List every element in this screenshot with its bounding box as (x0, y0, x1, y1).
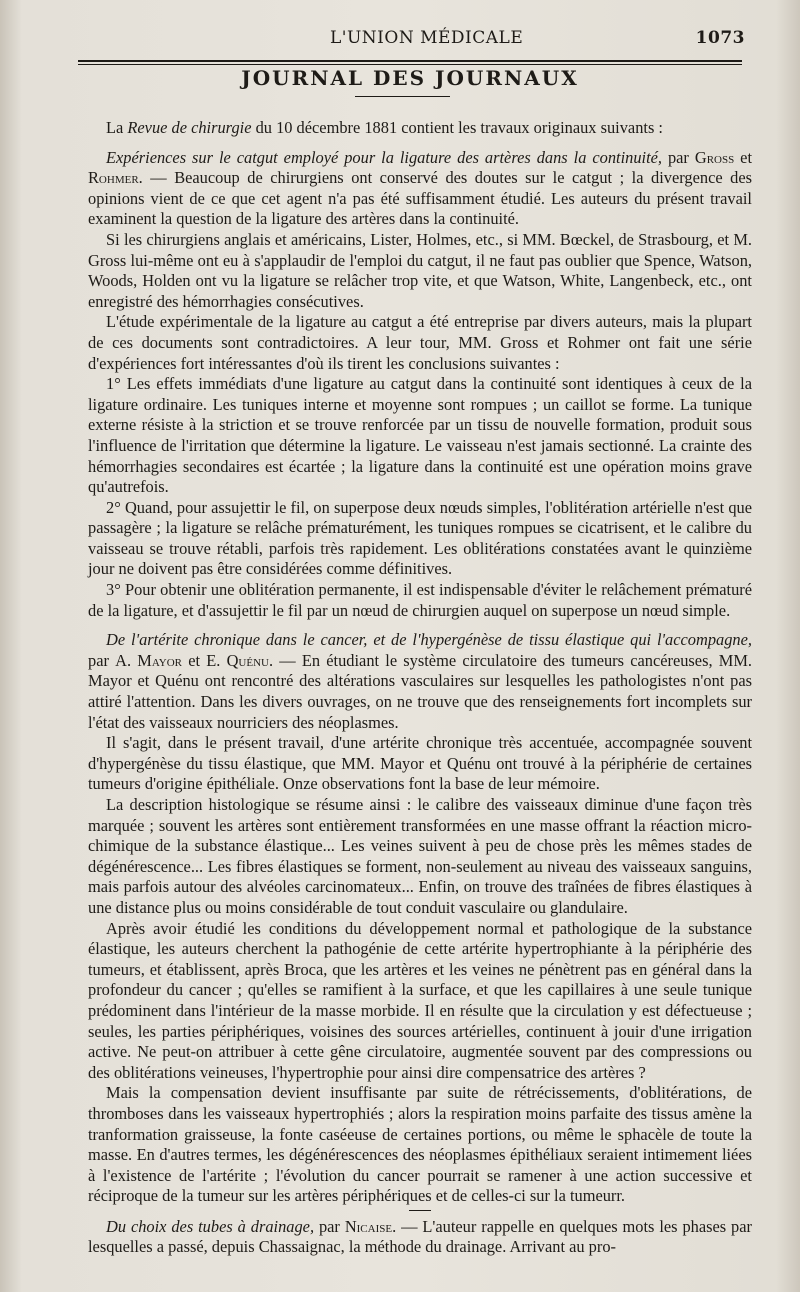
intro-paragraph (88, 118, 752, 139)
journal-name: Revue de chirurgie (127, 118, 252, 137)
intro-pre: La (106, 118, 128, 137)
article2-lead: De l'artérite chronique dans le cancer, et de l'hypergénèse de tissu élastique qui l'accompagne, par A. Mayor et E. Quénu. — En étudiant le système circulatoire des tumeurs cancéreuses, MM. Mayor et Quénu ont rencontré des altérations vasculaires sur lesquelles les pathologistes n'ont pas attiré l'attention. Dans les divers ouvrages, on ne trouve que des renseignements fort incomplets sur l'état des vaisseaux nourriciers des néoplasmes. (88, 630, 752, 732)
article2-paragraph-4: Après avoir étudié les conditions du développement normal et pathologique de la substance élastique, les auteurs cherchent la pathogénie de cette artérite hypertrophiante à la périphérie des tumeurs, et établissent, après Broca, que les artères et les veines ne pénètrent pas en général dans la profondeur du cancer ; qu'elles se ramifient à la surface, et que les capillaires à une seule tunique prédominent dans l'intérieur de la masse morbide. Il en résulte que la circulation y est défectueuse ; seules, les parties périphériques, voisines des sources artérielles, continuent à jouir d'une irrigation active. Ne peut-on attribuer à cette gêne circulatoire, augmentée souvent par des compressions ou des oblitérations veineuses, l'hypertrophie pour ainsi dire compensatrice des artères ? (88, 918, 752, 1082)
article1-conclusion-1: 1° Les effets immédiats d'une ligature au catgut dans la continuité sont identiques à ceux de la ligature ordinaire. Les tuniques interne et moyenne sont rompues ; un caillot se forme. La tunique externe résiste à la striction et se trouve renforcée par un tissu de nouvelle formation, produit sous l'influence de l'irritation que détermine la ligature. Le vaisseau n'est jamais sectionné. La crainte des hémorrhagies secondaires est écartée ; la ligature dans la continuité est une opération moins grave qu'autrefois. (88, 374, 752, 497)
article1-conclusion-3: 3° Pour obtenir une oblitération permanente, il est indispensable d'éviter le relâchement prématuré de la ligature, et d'assujettir le fil par un nœud de chirurgien auquel on superpose un nœud simple. (88, 580, 752, 620)
article2-paragraph-2: Il s'agit, dans le présent travail, d'une artérite chronique très accentuée, accompagnée souvent d'hypergénèse du tissu élastique, que MM. Mayor et Quénu ont trouvé à la périphérie de certaines tumeurs d'origine épithéliale. Onze observations font la base de leur mémoire. (88, 733, 752, 794)
article2-title: De l'artérite chronique dans le cancer, et de l'hypergénèse de tissu élastique qui l'accompagne, (106, 630, 752, 650)
article2-paragraph-5: Mais la compensation devient insuffisante par suite de rétrécissements, d'oblitérations, de thromboses dans les vaisseaux hypertrophiés ; alors la respiration moins parfaite des tissus amène la tranformation graisseuse, la fonte caséeuse de certaines portions, ou même le sphacèle de toute la masse. En d'autres termes, les dégénérescences des néoplasmes épithéliaux seraient intimement liées à l'existence de l'artérite ; l'évolution du cancer pourrait se ramener à une action successive et réciproque de la tumeur sur les artères périphériques et de celles-ci sur la tumeurr. (88, 1083, 752, 1206)
article-divider (409, 1210, 431, 1211)
article1-author1: Gross (694, 147, 735, 167)
page-number: 1073 (695, 28, 745, 48)
article1-paragraph-3: L'étude expérimentale de la ligature au catgut a été entreprise par divers auteurs, mais la plupart de ces documents sont contradictoires. A leur tour, MM. Gross et Rohmer ont fait une série d'expériences fort intéressantes d'où ils tirent les conclusions suivantes : (88, 312, 752, 373)
article1-conclusion-2: 2° Quand, pour assujettir le fil, on superpose deux nœuds simples, l'oblitération artérielle n'est que passagère ; la ligature se relâche prématurément, les tuniques rompues se cicatrisent, et le calibre du vaisseau se trouve rétabli, parfois très rapidement. Les oblitérations constatées avant le quinzième jour ne doivent pas être considérées comme définitives. (88, 497, 752, 579)
header-rule (78, 60, 742, 65)
page-header (105, 28, 745, 54)
section-title: JOURNAL DES JOURNAUX (241, 66, 579, 90)
article1-lead: Expériences sur le catgut employé pour la ligature des artères dans la continuité, par Gross et Rohmer. — Beaucoup de chirurgiens ont conservé des doutes sur le catgut ; la divergence des opinions vient de ce que cet agent n'a pas été suffisamment étudié. Les auteurs du présent travail examinent la question de la ligature des artères dans la continuité. (88, 147, 753, 229)
article2-paragraph-3: La description histologique se résume ainsi : le calibre des vaisseaux diminue d'une façon très marquée ; souvent les artères sont entièrement transformées en une masse offrant la réaction micro-chimique de la substance élastique... Les veines suivent à peu de chose près les mêmes stades de dégénérescence... Les fibres élastiques se forment, non-seulement au niveau des vaisseaux sanguins, mais parfois autour des alvéoles carcinomateux... Enfin, on trouve des traînées de fibres élastiques à une distance plus ou moins considérable de tout conduit vasculaire ou glandulaire. (88, 795, 752, 917)
article3-author: Nicaise (344, 1216, 393, 1236)
article3-title: Du choix des tubes à drainage, (106, 1216, 315, 1236)
running-title: L'UNION MÉDICALE (330, 28, 524, 48)
article3-lead-text: . — L'auteur rappelle en quelques mots les phases par lesquelles a passé, depuis Chassaignac, la méthode du drainage. Arrivant au pro- (88, 1216, 752, 1257)
article2-author1: A. Mayor (115, 650, 183, 670)
article1-paragraph-2: Si les chirurgiens anglais et américains, Lister, Holmes, etc., si MM. Bœckel, de Strasbourg, et M. Gross lui-même ont eu à s'applaudir de l'emploi du catgut, il ne faut pas oublier que Spence, Watson, Woods, Holden ont vu la ligature se relâcher trop vite, et que Watson, White, Langenbeck, etc., ont enregistré des hémorrhagies consécutives. (88, 229, 752, 311)
article2-lead-text: . — En étudiant le système circulatoire des tumeurs cancéreuses, MM. Mayor et Quénu ont rencontré des altérations vasculaires sur lesquelles les pathologistes n'ont pas attiré l'attention. Dans les divers ouvrages, on ne trouve que des renseignements fort incomplets sur l'état des vaisseaux nourriciers des néoplasmes. (88, 650, 752, 732)
article1-author2: Rohmer (88, 168, 139, 188)
article-body (88, 118, 752, 1258)
article2-author2: E. Quénu (206, 650, 269, 670)
article3-lead: Du choix des tubes à drainage, par Nicaise. — L'auteur rappelle en quelques mots les phases par lesquelles a passé, depuis Chassaignac, la méthode du drainage. Arrivant au pro- (88, 1216, 752, 1257)
article1-lead-text: . — Beaucoup de chirurgiens ont conservé des doutes sur le catgut ; la divergence des opinions vient de ce que cet agent n'a pas été suffisamment étudié. Les auteurs du présent travail examinent la question de la ligature des artères dans la continuité. (88, 168, 752, 229)
title-underline (355, 96, 450, 97)
intro-post: du 10 décembre 1881 contient les travaux originaux suivants : (251, 118, 663, 137)
article1-title: Expériences sur le catgut employé pour la ligature des artères dans la continuité, (106, 147, 662, 167)
